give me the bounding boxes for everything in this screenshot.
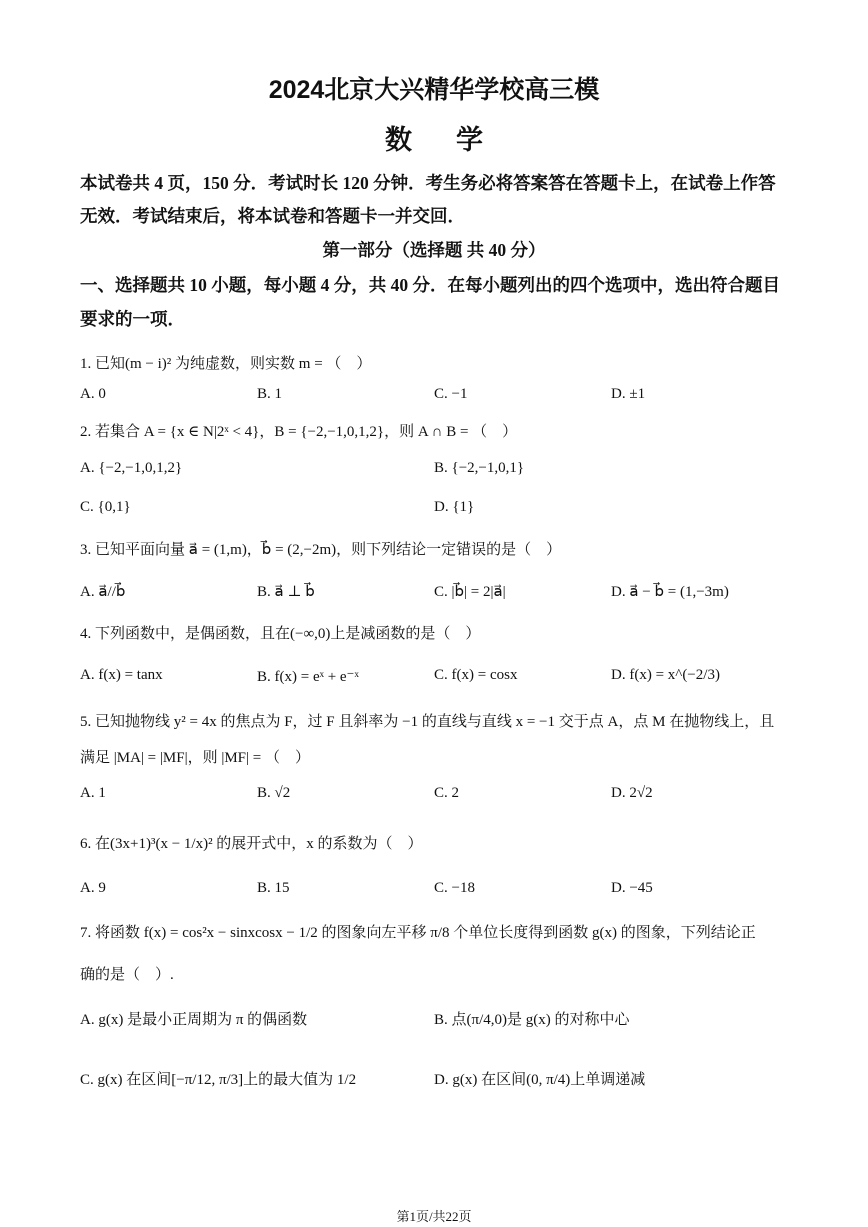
question-6-option-a: A. 9	[80, 880, 106, 896]
question-3-option-d: D. a⃗ − b⃗ = (1,−3m)	[611, 584, 729, 600]
question-5-option-c: C. 2	[434, 785, 460, 801]
question-2-stem: 2. 若集合 A = {x ∈ N|2ˣ < 4}，B = {−2,−1,0,1,2}，则 A ∩ B = （ ）	[80, 424, 518, 440]
question-7-option-c: C. g(x) 在区间[−π/12, π/3]上的最大值为 1/2	[80, 1072, 357, 1088]
question-1-option-d: D. ±1	[611, 386, 646, 402]
section-heading-line-2: 要求的一项．	[80, 309, 185, 329]
question-1-option-b: B. 1	[257, 386, 283, 402]
instructions-line-2: 无效．考试结束后，将本试卷和答题卡一并交回．	[80, 206, 465, 226]
question-7-option-a: A. g(x) 是最小正周期为 π 的偶函数	[80, 1012, 308, 1028]
question-3-stem: 3. 已知平面向量 a⃗ = (1,m)，b⃗ = (2,−2m)，则下列结论一定错误的是（ ）	[80, 542, 562, 558]
question-3-option-b: B. a⃗ ⊥ b⃗	[257, 584, 315, 600]
question-5-option-a: A. 1	[80, 785, 106, 801]
page-number: 第1页/共22页	[396, 1209, 472, 1224]
question-1-stem: 1. 已知(m − i)² 为纯虚数，则实数 m = （ ）	[80, 356, 372, 372]
question-2-option-b: B. {−2,−1,0,1}	[434, 460, 525, 476]
question-7-stem-line-1: 7. 将函数 f(x) = cos²x − sinxcosx − 1/2 的图象向左平移 π/8 个单位长度得到函数 g(x) 的图象，下列结论正	[80, 925, 756, 941]
section-heading-line-1: 一、选择题共 10 小题，每小题 4 分，共 40 分．在每小题列出的四个选项中，选出符合题目	[80, 275, 780, 295]
question-2-option-d: D. {1}	[434, 499, 475, 515]
question-3-option-a: A. a⃗//b⃗	[80, 584, 126, 600]
question-6-option-d: D. −45	[611, 880, 653, 896]
question-7-stem-line-2: 确的是（ ）.	[80, 967, 174, 983]
question-6-option-b: B. 15	[257, 880, 290, 896]
question-1-option-c: C. −1	[434, 386, 468, 402]
question-4-option-c: C. f(x) = cosx	[434, 667, 518, 683]
question-1-option-a: A. 0	[80, 386, 106, 402]
question-7-option-d: D. g(x) 在区间(0, π/4)上单调递减	[434, 1072, 646, 1088]
subject-title: 数学	[385, 125, 527, 155]
question-2-option-c: C. {0,1}	[80, 499, 131, 515]
exam-title: 2024北京大兴精华学校高三模	[268, 76, 600, 104]
question-5-option-d: D. 2√2	[611, 785, 653, 801]
question-5-option-b: B. √2	[257, 785, 291, 801]
question-5-stem-line-1: 5. 已知抛物线 y² = 4x 的焦点为 F，过 F 且斜率为 −1 的直线与直线 x = −1 交于点 A，点 M 在抛物线上，且	[80, 714, 775, 730]
question-6-option-c: C. −18	[434, 880, 475, 896]
question-2-option-a: A. {−2,−1,0,1,2}	[80, 460, 183, 476]
part-title: 第一部分（选择题 共 40 分）	[322, 240, 546, 260]
question-7-option-b: B. 点(π/4,0)是 g(x) 的对称中心	[434, 1012, 630, 1028]
question-4-option-d: D. f(x) = x^(−2/3)	[611, 667, 720, 683]
question-3-option-c: C. |b⃗| = 2|a⃗|	[434, 584, 506, 600]
question-4-stem: 4. 下列函数中，是偶函数，且在(−∞,0)上是减函数的是（ ）	[80, 626, 481, 642]
question-4-option-b: B. f(x) = eˣ + e⁻ˣ	[257, 669, 359, 685]
question-5-stem-line-2: 满足 |MA| = |MF|，则 |MF| = （ ）	[80, 750, 310, 766]
instructions-line-1: 本试卷共 4 页，150 分．考试时长 120 分钟．考生务必将答案答在答题卡上，在试卷上作答	[80, 173, 776, 193]
question-4-option-a: A. f(x) = tanx	[80, 667, 163, 683]
question-6-stem: 6. 在(3x+1)³(x − 1/x)² 的展开式中，x 的系数为（ ）	[80, 836, 423, 852]
